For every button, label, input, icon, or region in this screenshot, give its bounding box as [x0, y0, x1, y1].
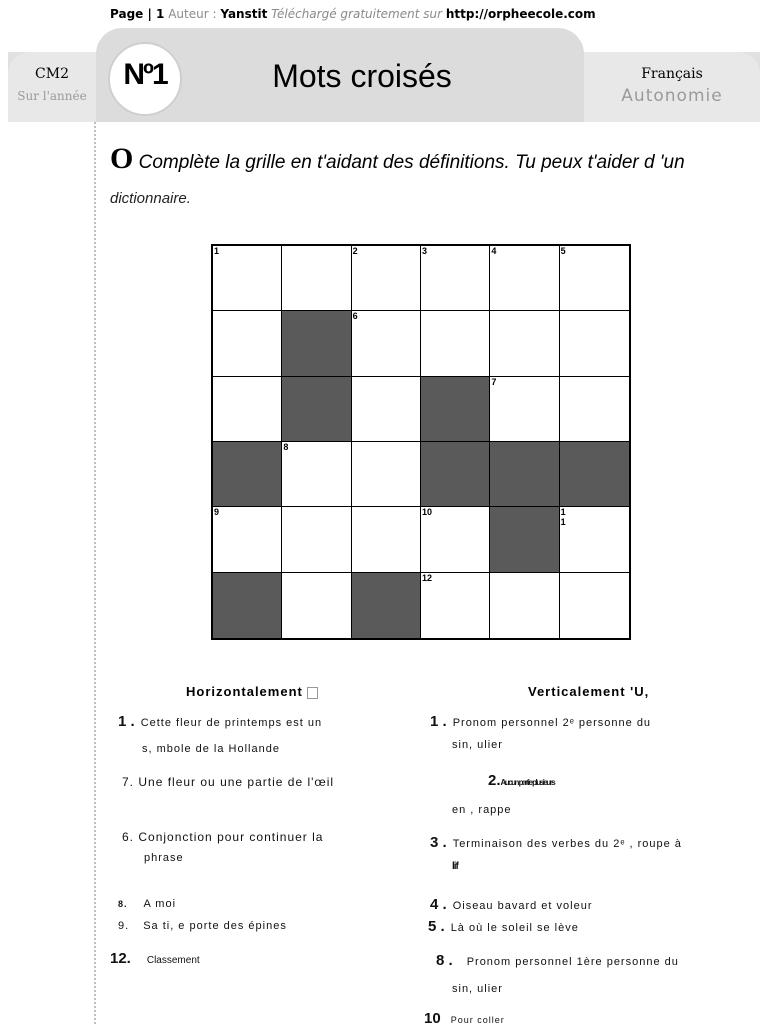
grid-cell[interactable]	[213, 377, 282, 442]
grid-cell[interactable]	[490, 573, 559, 638]
grid-cell-black	[282, 377, 351, 442]
source-url[interactable]: http://orpheecole.com	[445, 7, 596, 21]
category-label: Autonomie	[621, 86, 723, 106]
grid-cell[interactable]	[560, 573, 629, 638]
crossword-grid	[211, 244, 631, 640]
grid-cell[interactable]	[421, 507, 490, 572]
grid-cell[interactable]	[560, 311, 629, 376]
page-title: Mots croisés	[272, 58, 452, 94]
vertical-def-2-cont: en , rappe	[452, 804, 512, 816]
crossword-cells	[213, 246, 629, 638]
grid-cell[interactable]	[490, 246, 559, 311]
grid-cell[interactable]	[282, 507, 351, 572]
horizontal-def-9: 9. Sa ti, e porte des épines	[118, 920, 287, 932]
grid-cell[interactable]	[352, 246, 421, 311]
grid-cell-black	[490, 442, 559, 507]
grid-cell[interactable]	[352, 442, 421, 507]
grid-cell[interactable]	[560, 246, 629, 311]
page-label: Page | 1	[110, 7, 165, 21]
horizontal-def-1-cont: s, mbole de la Hollande	[142, 743, 280, 755]
grid-cell-black	[421, 442, 490, 507]
grid-cell[interactable]	[282, 246, 351, 311]
clue-number: 3	[422, 246, 428, 256]
vertical-def-4: 4 . Oiseau bavard et voleur	[430, 896, 593, 913]
grid-cell[interactable]	[282, 442, 351, 507]
clue-number: 1	[214, 246, 220, 256]
vertical-def-1-cont: sin, ulier	[452, 739, 503, 751]
grid-cell[interactable]	[213, 246, 282, 311]
header-left-panel	[8, 52, 96, 122]
grid-cell[interactable]	[213, 507, 282, 572]
clue-number: 12	[422, 572, 433, 583]
grid-cell-black	[352, 573, 421, 638]
period-label: Sur l'année	[17, 89, 87, 103]
grid-cell[interactable]	[560, 507, 629, 572]
vertical-def-3-cont: lif	[452, 861, 458, 872]
grid-cell[interactable]	[490, 311, 559, 376]
instruction-line-1	[110, 142, 760, 176]
horizontal-def-6-cont: phrase	[144, 852, 184, 864]
clue-number: 9	[214, 507, 220, 518]
number-label: Nº1	[123, 58, 167, 91]
margin-dotted-line	[94, 122, 96, 1024]
page-header-line	[110, 7, 596, 21]
instruction-text: Complète la grille en t'aidant des définitions. Tu peux t'aider d 'un	[133, 152, 685, 173]
clue-number: 6	[352, 311, 358, 322]
vertical-def-3: 3 . Terminaison des verbes du 2ᵉ , roupe à	[430, 834, 682, 851]
grid-cell-black	[213, 573, 282, 638]
grid-cell[interactable]	[560, 377, 629, 442]
level-label: CM2	[35, 66, 69, 82]
grid-cell-black	[490, 507, 559, 572]
clue-number: 1 1	[560, 507, 566, 528]
horizontal-heading	[186, 684, 318, 699]
vertical-heading: Verticalement 'U,	[528, 684, 650, 699]
clue-number: 2	[352, 246, 358, 256]
grid-cell[interactable]	[352, 311, 421, 376]
clue-number: 8	[283, 442, 289, 452]
grid-cell-black	[282, 311, 351, 376]
vertical-def-1: 1 . Pronom personnel 2ᵉ personne du	[430, 713, 652, 730]
grid-cell[interactable]	[352, 377, 421, 442]
horizontal-def-7: 7. Une fleur ou une partie de l'œil	[122, 775, 335, 789]
horizontal-def-8: 8. A moi	[118, 898, 177, 910]
grid-cell[interactable]	[421, 246, 490, 311]
clue-number: 7	[491, 376, 497, 387]
grid-cell[interactable]	[282, 573, 351, 638]
clue-number: 4	[491, 246, 497, 256]
grid-cell[interactable]	[421, 573, 490, 638]
grid-cell-black	[421, 377, 490, 442]
horizontal-title: Horizontalement	[186, 684, 303, 699]
download-label: Téléchargé gratuitement sur	[271, 7, 443, 21]
grid-cell-black	[560, 442, 629, 507]
grid-cell[interactable]	[352, 507, 421, 572]
clue-number: 10	[422, 507, 433, 518]
instruction-marker: O	[110, 142, 134, 175]
instruction-line-2: dictionnaire.	[110, 190, 191, 207]
grid-cell[interactable]	[490, 377, 559, 442]
grid-cell[interactable]	[421, 311, 490, 376]
vertical-def-2: 2.Aucun partie plusieurs	[488, 772, 555, 789]
subject-label: Français	[641, 66, 703, 82]
checkbox-icon	[307, 687, 318, 699]
author-name: Yanstit	[220, 7, 268, 21]
horizontal-def-1: 1 . Cette fleur de printemps est un	[118, 713, 323, 730]
grid-cell-black	[213, 442, 282, 507]
horizontal-def-12: 12. Classement	[110, 950, 200, 967]
vertical-def-5: 5 . Là où le soleil se lève	[428, 918, 579, 935]
clue-number: 5	[560, 246, 566, 256]
vertical-def-8-cont: sin, ulier	[452, 983, 503, 995]
grid-cell[interactable]	[213, 311, 282, 376]
author-label: Auteur :	[168, 7, 217, 21]
vertical-def-10: 10 Pour coller	[424, 1010, 505, 1027]
horizontal-def-6: 6. Conjonction pour continuer la	[122, 830, 324, 844]
vertical-def-8: 8 . Pronom personnel 1ère personne du	[436, 952, 679, 969]
